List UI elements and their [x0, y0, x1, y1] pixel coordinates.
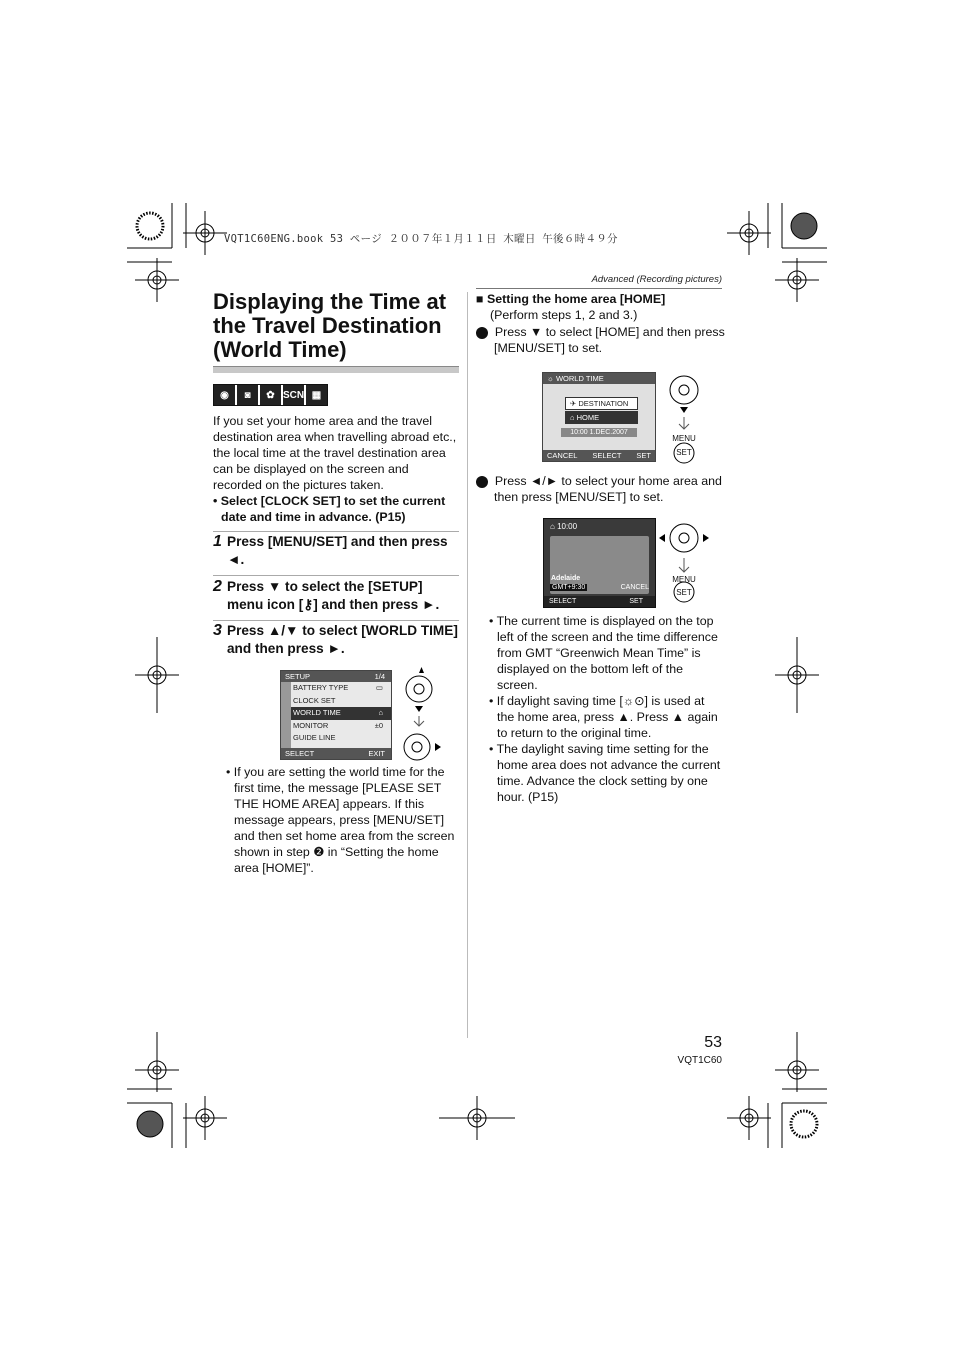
intro-text: If you set your home area and the travel destination area when travelling abroad etc., the local time at the travel destination area can be displayed on the screen and recorded on the pictures taken.: [213, 414, 457, 492]
world-datetime: 10:00 1.DEC.2007: [561, 428, 637, 437]
bullet-item: • The current time is displayed on the top left of the screen and the time difference from GMT “Greenwich Mean Time” is displayed on the bottom left of the screen.: [489, 614, 718, 692]
setup-row: BATTERY TYPE ▭: [293, 683, 383, 692]
intro-bullet: • Select [CLOCK SET] to set the current date and time in advance. (P15): [213, 494, 446, 524]
dpad-icon: [400, 665, 444, 765]
home-option-selected: ⌂ HOME: [565, 411, 638, 424]
doc-code: VQT1C60: [677, 1055, 722, 1066]
setup-screen: SETUP 1/4 BATTERY TYPE ▭ CLOCK SET WORLD TIME ⌂ MONITOR ±0 GUIDE LINE SELECT EXIT: [280, 670, 392, 760]
bullet-item: • If daylight saving time [☼⊙] is used at the home area, press ▲. Press ▲ again to return to the original time.: [489, 694, 718, 740]
step3-bullet: • If you are setting the world time for the first time, the message [PLEASE SET THE HOME AREA] appears. If this message appears, press [MENU/SET] and then set home area from the screen shown in step ❷ in “Setting the home area [HOME]”.: [226, 765, 455, 875]
header-rule: [476, 288, 722, 289]
step-divider: [213, 575, 459, 576]
world-time-screen: ☼ WORLD TIME ✈ DESTINATION ⌂ HOME 10:00 1.DEC.2007 CANCEL SELECT SET: [542, 372, 656, 462]
map-time: ⌂ 10:00: [550, 522, 578, 531]
simple-camera-icon: ◙: [237, 385, 260, 405]
step-1: 1 Press [MENU/SET] and then press ◄.: [213, 533, 448, 567]
set-label: SET: [676, 448, 692, 457]
movie-icon: ▦: [306, 385, 327, 405]
globe-icon: ☼: [547, 374, 554, 383]
step-divider: [213, 531, 459, 532]
step-2: 2 Press ▼ to select the [SETUP] menu icon [⚷] and then press ►.: [213, 578, 440, 612]
wrench-icon: ⚷: [303, 597, 314, 612]
mode-icons: [213, 384, 328, 406]
setup-row: CLOCK SET: [293, 695, 336, 705]
page-title: Displaying the Time at the Travel Destination (World Time): [213, 289, 447, 362]
dpad-icon: [656, 520, 712, 612]
destination-option: ✈ DESTINATION: [565, 397, 638, 410]
setup-page: 1/4: [374, 672, 385, 681]
menu-label: MENU: [672, 434, 696, 443]
map-screen: ⌂ 10:00 Adelaide GMT+9:30 CANCEL SELECT SET: [543, 518, 656, 608]
set-label: SET: [676, 588, 692, 597]
step-divider: [213, 620, 459, 621]
setup-title: SETUP: [285, 672, 311, 681]
print-header: VQT1C60ENG.book 53 ページ ２００７年１月１１日 木曜日 午後６時４９分: [224, 233, 618, 245]
substep-2: 2 Press ◄/► to select your home area and then press [MENU/SET] to set.: [470, 474, 722, 504]
setup-row: MONITOR ±0: [293, 720, 383, 730]
page-number: 53: [704, 1034, 722, 1051]
macro-icon: ✿: [260, 385, 283, 405]
title-rule: [213, 366, 459, 373]
substep-1: 1 Press ▼ to select [HOME] and then press [MENU/SET] to set.: [470, 325, 725, 355]
camera-icon: ◉: [214, 385, 237, 405]
section-header: Advanced (Recording pictures): [591, 274, 722, 285]
setup-row-selected: WORLD TIME ⌂: [281, 707, 391, 720]
menu-label: MENU: [672, 575, 696, 584]
scene-icon: SCN: [283, 385, 306, 405]
home-section-heading: ■ Setting the home area [HOME] (Perform steps 1, 2 and 3.): [476, 292, 666, 322]
step-3: 3 Press ▲/▼ to select [WORLD TIME] and then press ►.: [213, 622, 458, 656]
bullet-item: • The daylight saving time setting for the home area does not advance the current time. Advance the clock setting by one hour. (P15): [489, 742, 721, 804]
setup-row: GUIDE LINE: [293, 733, 336, 742]
column-divider: [467, 292, 468, 1038]
home-bullets: [489, 613, 723, 805]
